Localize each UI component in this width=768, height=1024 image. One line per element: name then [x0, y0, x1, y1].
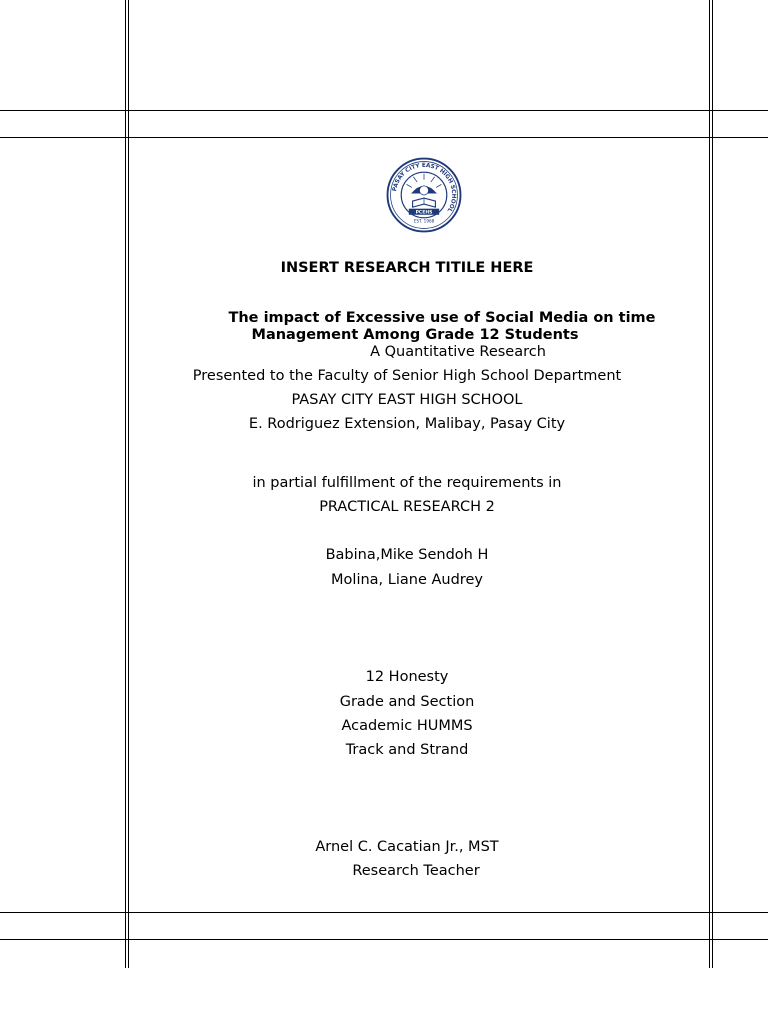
research-title-line2: Management Among Grade 12 Students [251, 327, 579, 343]
svg-text:EST. 1968: EST. 1968 [413, 218, 435, 224]
section-value: 12 Honesty [365, 669, 449, 685]
track-label: Track and Strand [345, 742, 469, 758]
presented-to: Presented to the Faculty of Senior High School Department [192, 368, 622, 384]
border-top-inner [0, 137, 768, 138]
author-name: Babina,Mike Sendoh H [325, 547, 489, 563]
svg-text:PASAY CITY EAST HIGH SCHOOL: PASAY CITY EAST HIGH SCHOOL [392, 162, 457, 213]
section-label: Grade and Section [339, 694, 475, 710]
research-title-line1: The impact of Excessive use of Social Media on time [228, 310, 656, 326]
border-bottom-outer [0, 939, 768, 940]
subject-name: PRACTICAL RESEARCH 2 [319, 499, 495, 515]
border-bottom-inner [0, 912, 768, 913]
teacher-name: Arnel C. Cacatian Jr., MST [315, 839, 499, 855]
school-seal-logo [386, 157, 462, 233]
track-value: Academic HUMMS [341, 718, 473, 734]
placeholder-title: INSERT RESEARCH TITILE HERE [280, 260, 534, 276]
teacher-role: Research Teacher [352, 863, 480, 879]
svg-text:PCEHS: PCEHS [415, 210, 433, 216]
research-type: A Quantitative Research [370, 344, 546, 360]
school-address: E. Rodriguez Extension, Malibay, Pasay City [248, 416, 566, 432]
author-name: Molina, Liane Audrey [331, 572, 483, 588]
school-name: PASAY CITY EAST HIGH SCHOOL [291, 392, 523, 408]
fulfillment-text: in partial fulfillment of the requirements in [252, 475, 562, 491]
border-top-outer [0, 110, 768, 111]
